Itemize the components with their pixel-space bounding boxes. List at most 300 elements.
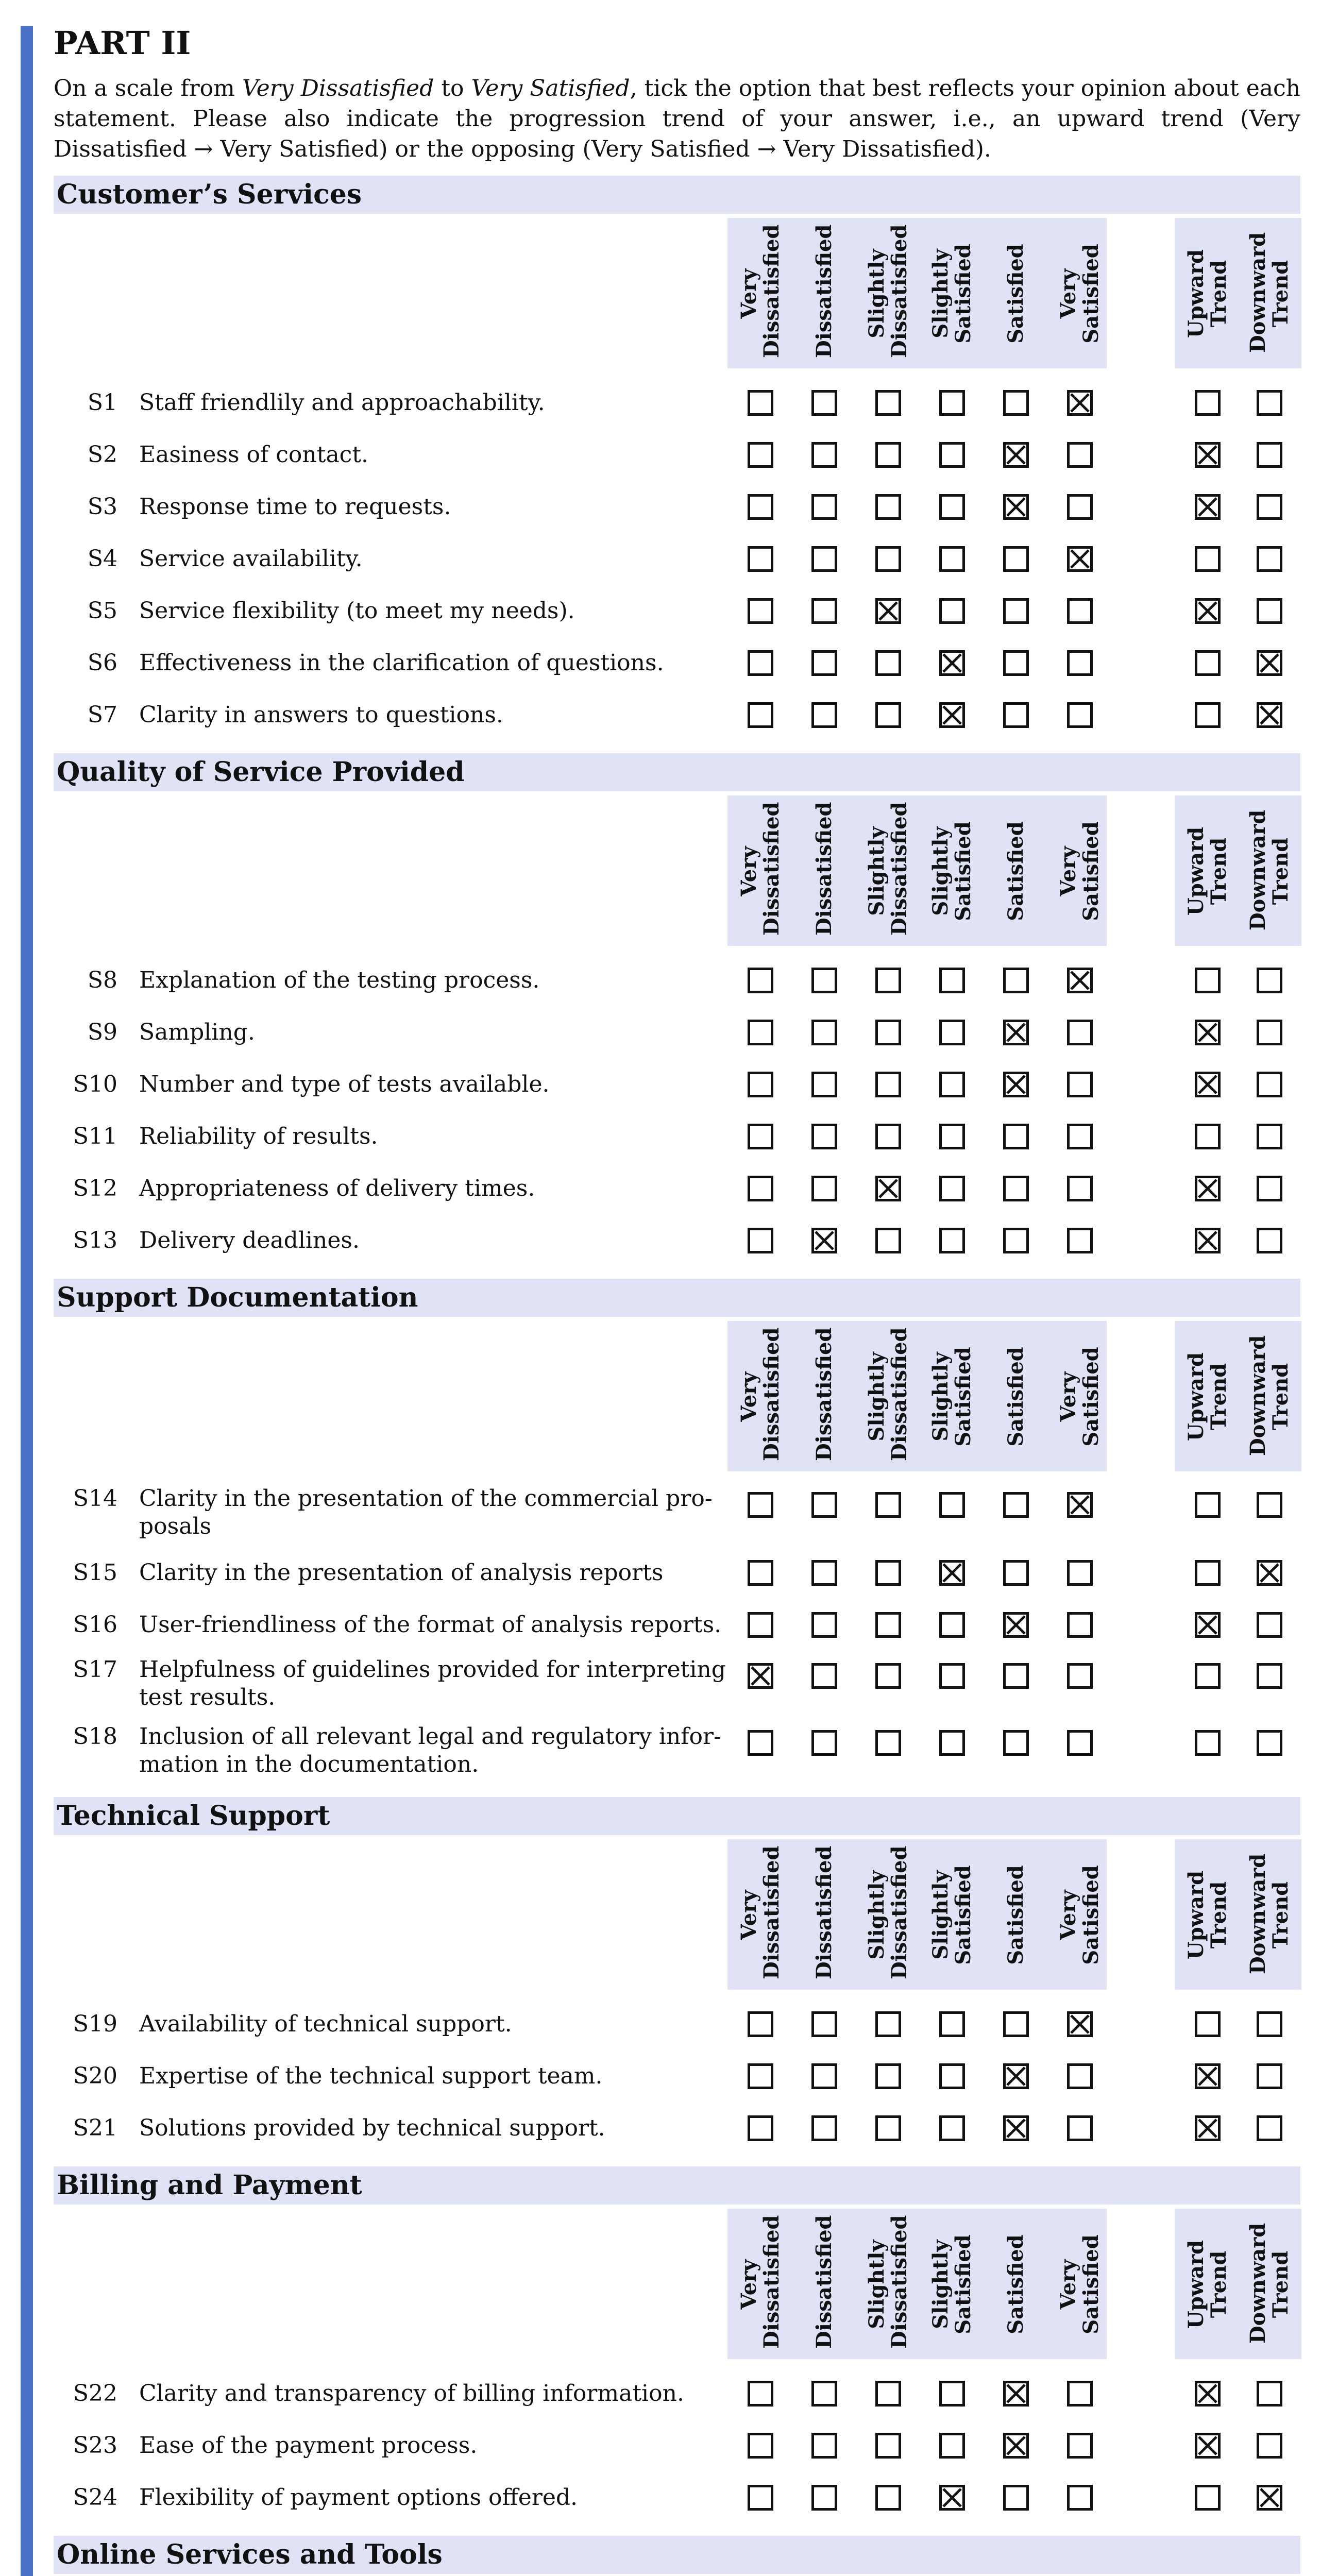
statement-row <box>54 1482 1300 1549</box>
rating-checkbox[interactable] <box>875 650 901 676</box>
trend-checkbox[interactable] <box>1257 442 1282 468</box>
column-label-line: Very <box>1056 268 1080 319</box>
statement-text-line: Ease of the payment process. <box>139 2432 478 2459</box>
rating-checkbox[interactable] <box>1003 598 1029 624</box>
rating-checkbox[interactable] <box>875 598 901 624</box>
rating-checkbox[interactable] <box>1067 1663 1093 1689</box>
trend-checkbox[interactable] <box>1195 1228 1221 1253</box>
statement-row <box>54 1549 1300 1601</box>
rating-checkbox[interactable] <box>811 442 837 468</box>
trend-checkbox[interactable] <box>1257 2115 1282 2141</box>
trend-checkbox[interactable] <box>1195 2381 1221 2406</box>
rating-checkbox[interactable] <box>748 2115 773 2141</box>
rating-checkbox[interactable] <box>1067 1072 1093 1097</box>
rating-checkbox[interactable] <box>939 650 965 676</box>
column-label-line: Upward <box>1184 1871 1208 1960</box>
rating-checkbox[interactable] <box>939 702 965 728</box>
rating-checkbox[interactable] <box>1003 2433 1029 2459</box>
check-x-icon <box>1197 2118 1218 2139</box>
statement-row <box>54 2000 1300 2052</box>
column-label-line: Trend <box>1207 1363 1231 1431</box>
rating-column-label <box>1005 2220 1027 2349</box>
trend-checkbox[interactable] <box>1257 494 1282 520</box>
rating-checkbox[interactable] <box>1067 2433 1093 2459</box>
column-label-line: Slightly <box>928 1352 953 1442</box>
rating-checkbox[interactable] <box>1067 1730 1093 1756</box>
rating-checkbox[interactable] <box>748 1072 773 1097</box>
rating-checkbox[interactable] <box>748 650 773 676</box>
rating-checkbox[interactable] <box>875 968 901 993</box>
rating-checkbox[interactable] <box>811 968 837 993</box>
rating-checkbox[interactable] <box>748 1560 773 1586</box>
statement-text-line: Effectiveness in the clarification of questions. <box>139 650 664 676</box>
rating-checkbox[interactable] <box>939 546 965 572</box>
rating-checkbox[interactable] <box>1067 650 1093 676</box>
rating-checkbox[interactable] <box>875 390 901 416</box>
rating-checkbox[interactable] <box>939 494 965 520</box>
rating-checkbox[interactable] <box>811 1663 837 1689</box>
column-header-row <box>54 795 1300 946</box>
rating-checkbox[interactable] <box>1003 2485 1029 2511</box>
column-label-line: Satisfied <box>1079 2234 1103 2334</box>
rating-checkbox[interactable] <box>811 2485 837 2511</box>
rating-checkbox[interactable] <box>748 546 773 572</box>
rating-checkbox[interactable] <box>939 1663 965 1689</box>
column-label-line: Trend <box>1268 2250 1293 2318</box>
check-x-icon <box>942 705 962 725</box>
rating-checkbox[interactable] <box>1003 1124 1029 1149</box>
rating-checkbox[interactable] <box>875 1124 901 1149</box>
trend-checkbox[interactable] <box>1257 1072 1282 1097</box>
statement-text <box>139 441 773 469</box>
check-x-icon <box>1006 2383 1026 2404</box>
rating-checkbox[interactable] <box>939 1228 965 1253</box>
rating-checkbox[interactable] <box>939 1730 965 1756</box>
rating-checkbox[interactable] <box>939 1020 965 1045</box>
rating-checkbox[interactable] <box>939 2063 965 2089</box>
rating-checkbox[interactable] <box>748 2011 773 2037</box>
rating-checkbox[interactable] <box>811 1560 837 1586</box>
rating-column-label <box>929 1332 975 1461</box>
rating-checkbox[interactable] <box>1067 968 1093 993</box>
check-x-icon <box>814 1230 835 1251</box>
rating-checkbox[interactable] <box>1003 1072 1029 1097</box>
rating-checkbox[interactable] <box>748 2063 773 2089</box>
statement-text-line: posals <box>139 1513 212 1540</box>
rating-checkbox[interactable] <box>875 2063 901 2089</box>
rating-checkbox[interactable] <box>748 1492 773 1518</box>
trend-checkbox[interactable] <box>1195 2485 1221 2511</box>
check-x-icon <box>1197 1022 1218 1043</box>
rating-checkbox[interactable] <box>811 1176 837 1201</box>
check-x-icon <box>750 1666 771 1686</box>
trend-checkbox[interactable] <box>1257 1176 1282 1201</box>
statement-row <box>54 1653 1300 1720</box>
rating-checkbox[interactable] <box>748 968 773 993</box>
trend-checkbox[interactable] <box>1257 2433 1282 2459</box>
statement-text <box>139 701 773 729</box>
rating-checkbox[interactable] <box>1003 1020 1029 1045</box>
rating-checkbox[interactable] <box>875 2485 901 2511</box>
trend-checkbox[interactable] <box>1257 1663 1282 1689</box>
rating-checkbox[interactable] <box>811 650 837 676</box>
trend-checkbox[interactable] <box>1257 598 1282 624</box>
rating-checkbox[interactable] <box>748 1124 773 1149</box>
column-label-line: Satisfied <box>951 1865 975 1965</box>
trend-checkbox[interactable] <box>1195 650 1221 676</box>
column-label-line: Very <box>737 1890 761 1940</box>
trend-column-label <box>1247 1337 1292 1456</box>
rating-checkbox[interactable] <box>1003 650 1029 676</box>
trend-checkbox[interactable] <box>1257 2011 1282 2037</box>
trend-checkbox[interactable] <box>1195 1730 1221 1756</box>
check-x-icon <box>1259 2487 1280 2508</box>
rating-checkbox[interactable] <box>1067 1612 1093 1638</box>
check-x-icon <box>1006 2066 1026 2087</box>
rating-checkbox[interactable] <box>875 2381 901 2406</box>
rating-checkbox[interactable] <box>939 1612 965 1638</box>
rating-checkbox[interactable] <box>811 1612 837 1638</box>
trend-checkbox[interactable] <box>1195 546 1221 572</box>
check-x-icon <box>1197 2435 1218 2456</box>
statement-row <box>54 2369 1300 2421</box>
check-x-icon <box>1197 601 1218 621</box>
statement-text-line: Availability of technical support. <box>139 2011 512 2038</box>
rating-checkbox[interactable] <box>811 1020 837 1045</box>
rating-column-label <box>1005 229 1027 358</box>
rating-checkbox[interactable] <box>1067 2115 1093 2141</box>
trend-checkbox[interactable] <box>1195 1124 1221 1149</box>
trend-column-label <box>1247 2225 1292 2344</box>
statement-row <box>54 483 1300 535</box>
statement-id: S2 <box>87 442 117 468</box>
rating-checkbox[interactable] <box>1003 2063 1029 2089</box>
trend-column-label <box>1247 234 1292 353</box>
rating-checkbox[interactable] <box>748 1612 773 1638</box>
rating-checkbox[interactable] <box>875 1663 901 1689</box>
statement-text-line: Clarity and transparency of billing information. <box>139 2380 684 2407</box>
rating-checkbox[interactable] <box>875 2115 901 2141</box>
column-label-line: Slightly <box>865 1870 889 1960</box>
rating-checkbox[interactable] <box>1003 2011 1029 2037</box>
rating-checkbox[interactable] <box>1003 1730 1029 1756</box>
trend-checkbox[interactable] <box>1195 1560 1221 1586</box>
check-x-icon <box>878 601 899 621</box>
check-x-icon <box>1070 970 1090 991</box>
rating-checkbox[interactable] <box>1067 1020 1093 1045</box>
section <box>54 1797 1300 2156</box>
rating-checkbox[interactable] <box>1067 598 1093 624</box>
rating-checkbox[interactable] <box>875 1730 901 1756</box>
statement-id: S13 <box>73 1227 117 1254</box>
trend-checkbox[interactable] <box>1195 968 1221 993</box>
rating-checkbox[interactable] <box>811 2381 837 2406</box>
trend-checkbox[interactable] <box>1257 2485 1282 2511</box>
trend-checkbox[interactable] <box>1195 2115 1221 2141</box>
rating-checkbox[interactable] <box>811 702 837 728</box>
trend-checkbox[interactable] <box>1257 1560 1282 1586</box>
rating-checkbox[interactable] <box>875 1176 901 1201</box>
rating-checkbox[interactable] <box>811 546 837 572</box>
trend-column-label <box>1185 2225 1230 2344</box>
rating-checkbox[interactable] <box>1003 494 1029 520</box>
rating-checkbox[interactable] <box>1067 390 1093 416</box>
statement-row <box>54 1216 1300 1268</box>
rating-checkbox[interactable] <box>748 2381 773 2406</box>
statement-row <box>54 2421 1300 2473</box>
rating-checkbox[interactable] <box>748 1020 773 1045</box>
column-label-line: Slightly <box>928 249 953 338</box>
rating-checkbox[interactable] <box>875 1612 901 1638</box>
rating-checkbox[interactable] <box>811 1124 837 1149</box>
rating-column-label <box>1005 807 1027 936</box>
check-x-icon <box>1197 445 1218 465</box>
statement-text <box>139 1559 773 1587</box>
trend-checkbox[interactable] <box>1195 2063 1221 2089</box>
rating-checkbox[interactable] <box>875 442 901 468</box>
rating-checkbox[interactable] <box>1067 1176 1093 1201</box>
rating-checkbox[interactable] <box>1067 494 1093 520</box>
rating-checkbox[interactable] <box>939 1492 965 1518</box>
column-label-line: Downward <box>1246 2223 1270 2344</box>
check-x-icon <box>1197 2383 1218 2404</box>
trend-checkbox[interactable] <box>1195 1492 1221 1518</box>
check-x-icon <box>1197 1074 1218 1095</box>
trend-checkbox[interactable] <box>1257 650 1282 676</box>
trend-checkbox[interactable] <box>1257 2063 1282 2089</box>
column-label-line: Trend <box>1268 1363 1293 1431</box>
rating-checkbox[interactable] <box>939 968 965 993</box>
rating-checkbox[interactable] <box>875 2011 901 2037</box>
rating-checkbox[interactable] <box>1003 968 1029 993</box>
trend-checkbox[interactable] <box>1195 2433 1221 2459</box>
rating-checkbox[interactable] <box>875 1072 901 1097</box>
column-label-line: Slightly <box>865 826 889 916</box>
rating-checkbox[interactable] <box>811 2433 837 2459</box>
rating-checkbox[interactable] <box>939 1560 965 1586</box>
check-x-icon <box>1259 705 1280 725</box>
rating-checkbox[interactable] <box>939 2011 965 2037</box>
trend-checkbox[interactable] <box>1257 1492 1282 1518</box>
rating-checkbox[interactable] <box>1067 702 1093 728</box>
rating-checkbox[interactable] <box>811 390 837 416</box>
rating-checkbox[interactable] <box>748 1228 773 1253</box>
rating-checkbox[interactable] <box>939 442 965 468</box>
column-label-line: Dissatisfied <box>759 1327 784 1462</box>
rating-checkbox[interactable] <box>939 598 965 624</box>
rating-column-label <box>865 1845 911 1980</box>
rating-checkbox[interactable] <box>1003 1663 1029 1689</box>
column-label-line: Trend <box>1207 260 1231 328</box>
statement-text <box>139 1123 773 1150</box>
check-x-icon <box>1006 1074 1026 1095</box>
statement-text <box>139 1175 773 1202</box>
column-label-line: Trend <box>1207 837 1231 905</box>
rating-column-label <box>737 1845 784 1980</box>
column-label-line: Dissatisfied <box>759 1845 784 1980</box>
column-label-line: Upward <box>1184 827 1208 916</box>
rating-checkbox[interactable] <box>1067 2381 1093 2406</box>
rating-checkbox[interactable] <box>875 1560 901 1586</box>
rating-checkbox[interactable] <box>811 494 837 520</box>
trend-checkbox[interactable] <box>1257 968 1282 993</box>
statement-id: S8 <box>87 967 117 994</box>
check-x-icon <box>1006 1615 1026 1635</box>
rating-checkbox[interactable] <box>1067 2011 1093 2037</box>
rating-checkbox[interactable] <box>939 2485 965 2511</box>
rating-checkbox[interactable] <box>748 1730 773 1756</box>
trend-checkbox[interactable] <box>1195 442 1221 468</box>
trend-column-label <box>1185 1337 1230 1456</box>
rating-checkbox[interactable] <box>1003 1492 1029 1518</box>
column-label-line: Satisfied <box>1004 1865 1028 1965</box>
trend-checkbox[interactable] <box>1195 1176 1221 1201</box>
rating-checkbox[interactable] <box>1067 1228 1093 1253</box>
rating-checkbox[interactable] <box>811 1492 837 1518</box>
trend-checkbox[interactable] <box>1195 1612 1221 1638</box>
trend-checkbox[interactable] <box>1257 702 1282 728</box>
rating-checkbox[interactable] <box>939 2115 965 2141</box>
trend-checkbox[interactable] <box>1257 1020 1282 1045</box>
statement-text <box>139 1656 773 1711</box>
rating-column-label <box>1057 2220 1103 2349</box>
rating-checkbox[interactable] <box>748 390 773 416</box>
statement-text-line: User-friendliness of the format of analysis reports. <box>139 1612 722 1638</box>
rating-checkbox[interactable] <box>1003 2381 1029 2406</box>
rating-checkbox[interactable] <box>1003 1612 1029 1638</box>
rating-checkbox[interactable] <box>748 1176 773 1201</box>
statement-id: S16 <box>73 1612 117 1638</box>
statement-text <box>139 649 773 677</box>
rating-checkbox[interactable] <box>748 702 773 728</box>
rating-checkbox[interactable] <box>811 598 837 624</box>
statement-text <box>139 967 773 994</box>
column-label-line: Very <box>737 268 761 319</box>
column-label-line: Very <box>1056 1371 1080 1422</box>
trend-checkbox[interactable] <box>1257 1124 1282 1149</box>
rating-column-label <box>929 807 975 936</box>
rating-checkbox[interactable] <box>811 2115 837 2141</box>
trend-checkbox[interactable] <box>1195 1663 1221 1689</box>
column-label-line: Satisfied <box>1004 821 1028 921</box>
rating-checkbox[interactable] <box>875 494 901 520</box>
rating-checkbox[interactable] <box>748 2485 773 2511</box>
section-title: Online Services and Tools <box>54 2536 1300 2574</box>
trend-checkbox[interactable] <box>1195 598 1221 624</box>
rating-checkbox[interactable] <box>1003 442 1029 468</box>
rating-checkbox[interactable] <box>811 1730 837 1756</box>
rating-checkbox[interactable] <box>811 2063 837 2089</box>
rating-checkbox[interactable] <box>939 1176 965 1201</box>
rating-checkbox[interactable] <box>748 442 773 468</box>
statement-row <box>54 587 1300 639</box>
rating-column-label <box>865 2215 911 2349</box>
rating-checkbox[interactable] <box>875 702 901 728</box>
rating-checkbox[interactable] <box>939 2433 965 2459</box>
trend-checkbox[interactable] <box>1195 702 1221 728</box>
trend-checkbox[interactable] <box>1257 546 1282 572</box>
trend-checkbox[interactable] <box>1257 390 1282 416</box>
sections-container <box>54 176 1300 2576</box>
rating-column-label <box>737 1327 784 1462</box>
rating-checkbox[interactable] <box>1003 1560 1029 1586</box>
rating-checkbox[interactable] <box>1067 2485 1093 2511</box>
trend-checkbox[interactable] <box>1195 494 1221 520</box>
rating-checkbox[interactable] <box>939 2381 965 2406</box>
trend-checkbox[interactable] <box>1195 1020 1221 1045</box>
rating-header-block <box>727 795 1107 946</box>
rating-checkbox[interactable] <box>875 1020 901 1045</box>
rating-checkbox[interactable] <box>1067 2063 1093 2089</box>
rating-checkbox[interactable] <box>1003 546 1029 572</box>
column-label-line: Dissatisfied <box>887 224 911 359</box>
statement-text <box>139 2380 773 2408</box>
rating-checkbox[interactable] <box>1003 2115 1029 2141</box>
rating-checkbox[interactable] <box>1003 1176 1029 1201</box>
trend-checkbox[interactable] <box>1195 2011 1221 2037</box>
check-x-icon <box>1197 1178 1218 1199</box>
statement-text-line: Response time to requests. <box>139 494 451 520</box>
section-title: Support Documentation <box>54 1279 1300 1317</box>
rating-checkbox[interactable] <box>939 1072 965 1097</box>
column-label-line: Satisfied <box>951 821 975 921</box>
rating-checkbox[interactable] <box>748 1663 773 1689</box>
rating-checkbox[interactable] <box>748 598 773 624</box>
rating-checkbox[interactable] <box>1067 1560 1093 1586</box>
statement-text-line: Staff friendlily and approachability. <box>139 389 545 416</box>
trend-checkbox[interactable] <box>1257 1228 1282 1253</box>
trend-checkbox[interactable] <box>1195 390 1221 416</box>
rating-checkbox[interactable] <box>1003 390 1029 416</box>
trend-checkbox[interactable] <box>1257 1612 1282 1638</box>
check-x-icon <box>1070 1495 1090 1515</box>
rating-checkbox[interactable] <box>1067 546 1093 572</box>
rating-column-label <box>865 1327 911 1462</box>
check-x-icon <box>942 2487 962 2508</box>
statement-text <box>139 389 773 417</box>
rating-checkbox[interactable] <box>811 1228 837 1253</box>
rating-checkbox[interactable] <box>939 1124 965 1149</box>
rating-column-label <box>737 802 784 936</box>
rating-header-block <box>727 1839 1107 1990</box>
statement-text <box>139 545 773 573</box>
rating-checkbox[interactable] <box>875 1492 901 1518</box>
statement-text-line: test results. <box>139 1684 276 1711</box>
trend-checkbox[interactable] <box>1257 2381 1282 2406</box>
rating-column-label <box>1057 1851 1103 1979</box>
rating-checkbox[interactable] <box>811 1072 837 1097</box>
rating-checkbox[interactable] <box>875 2433 901 2459</box>
rating-checkbox[interactable] <box>811 2011 837 2037</box>
rating-checkbox[interactable] <box>875 546 901 572</box>
rating-checkbox[interactable] <box>1067 442 1093 468</box>
rating-checkbox[interactable] <box>1003 1228 1029 1253</box>
rating-checkbox[interactable] <box>939 390 965 416</box>
rating-checkbox[interactable] <box>1067 1124 1093 1149</box>
rating-checkbox[interactable] <box>1067 1492 1093 1518</box>
check-x-icon <box>942 653 962 673</box>
trend-checkbox[interactable] <box>1195 1072 1221 1097</box>
rating-checkbox[interactable] <box>875 1228 901 1253</box>
rating-checkbox[interactable] <box>1003 702 1029 728</box>
rating-column-label <box>812 224 836 359</box>
trend-checkbox[interactable] <box>1257 1730 1282 1756</box>
section-title: Technical Support <box>54 1797 1300 1835</box>
rating-checkbox[interactable] <box>748 2433 773 2459</box>
rating-checkbox[interactable] <box>748 494 773 520</box>
column-label-line: Downward <box>1246 809 1270 931</box>
statement-id: S23 <box>73 2432 117 2459</box>
